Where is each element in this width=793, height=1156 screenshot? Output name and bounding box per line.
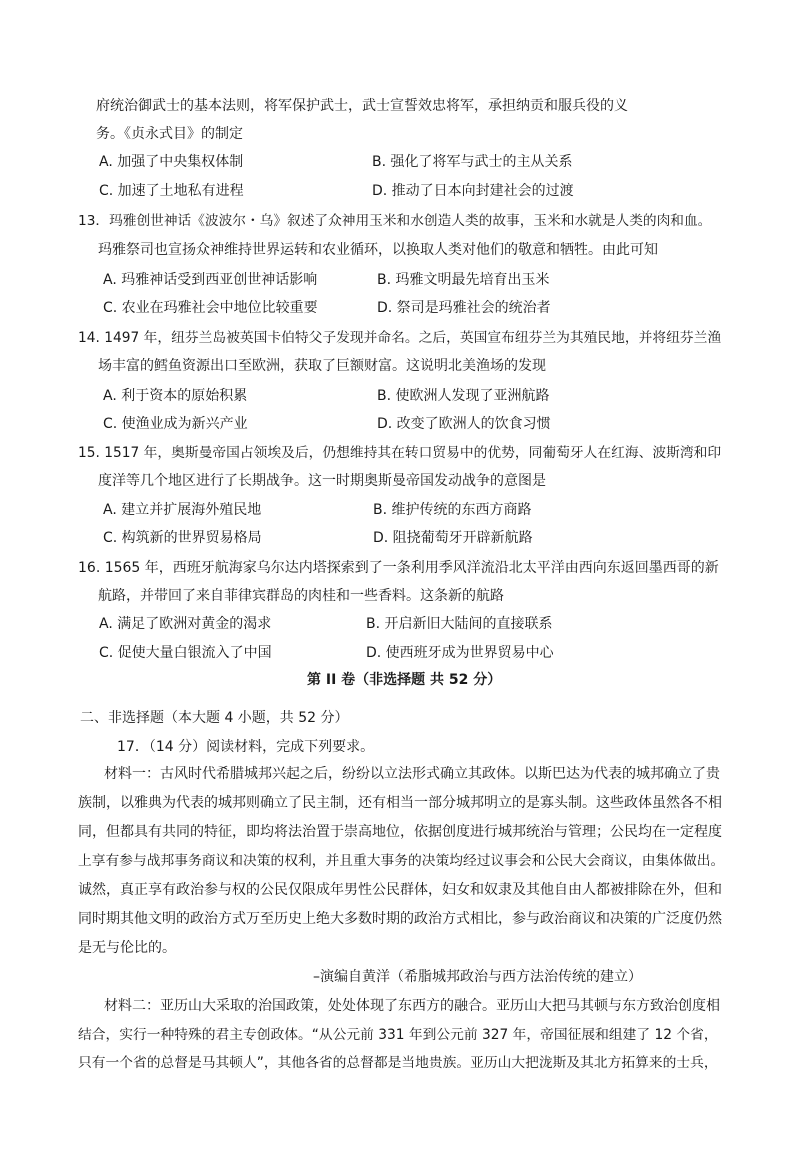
q12-option-b: B. 强化了将军与武士的主从关系: [372, 154, 573, 170]
material1-line-2: 族制，以雅典为代表的城邦则确立了民主制，还有相当一部分城邦明立的是寡头制。这些政体虽然各不相: [78, 795, 722, 811]
q13-option-d: D. 祭司是玛雅社会的统治者: [377, 300, 551, 316]
q14-option-b: B. 使欧洲人发现了亚洲航路: [377, 388, 550, 404]
q15-option-a: A. 建立并扩展海外殖民地: [103, 502, 262, 518]
q13-option-c: C. 农业在玛雅社会中地位比较重要: [103, 300, 318, 316]
material2-line-2: 结合，实行一种特殊的君主专创政体。“从公元前 331 年到公元前 327 年，帝国征展和组建了 12 个省，: [78, 1027, 718, 1043]
q12-stem-line-2: 务。《贞永式目》的制定: [96, 126, 243, 142]
q14-option-d: D. 改变了欧洲人的饮食习惯: [377, 416, 551, 432]
q16-option-d: D. 使西班牙成为世界贸易中心: [366, 645, 554, 661]
q16-stem-line-2: 航路，并带回了来自菲律宾群岛的肉桂和一些香料。这条新的航路: [98, 588, 504, 604]
q16-option-b: B. 开启新旧大陆间的直接联系: [366, 616, 553, 632]
q12-option-a: A. 加强了中央集权体制: [99, 154, 244, 170]
q15-stem-line-2: 度洋等几个地区进行了长期战争。这一时期奥斯曼帝国发动战争的意图是: [98, 473, 546, 489]
material2-line-3: 只有一个省的总督是马其顿人”，其他各省的总督都是当地贵族。亚历山大把泷斯及其北方拓算来的士兵，: [78, 1055, 718, 1071]
q17-heading: 17．（14 分）阅读材料，完成下列要求。: [117, 739, 375, 755]
part-2-heading: 二、非选择题（本大题 4 小题，共 52 分）: [80, 710, 349, 726]
q15-option-c: C. 构筑新的世界贸易格局: [103, 530, 262, 546]
section-2-title: 第 II 卷（非选择题 共 52 分）: [307, 672, 502, 688]
material1-line-7: 是无与伦比的。: [78, 940, 176, 956]
q14-stem-line-2: 场丰富的鳕鱼资源出口至欧洲，获取了巨额财富。这说明北美渔场的发现: [98, 358, 546, 374]
q12-option-c: C. 加速了土地私有进程: [99, 183, 244, 199]
q13-stem-line-1: 13．玛雅创世神话《波波尔・乌》叙述了众神用玉米和水创造人类的故事，玉米和水就是人类的肉和血。: [78, 213, 712, 229]
q13-option-b: B. 玛雅文明最先培育出玉米: [377, 272, 550, 288]
material2-line-1: 材料二：亚历山大采取的治国政策，处处体现了东西方的融合。亚历山大把马其顿与东方致治创度相: [104, 998, 720, 1014]
material1-line-5: 诚然，真正享有政治参与权的公民仅限成年男性公民群体，妇女和奴隶及其他自由人都被排除在外，但和: [78, 882, 722, 898]
material1-line-3: 同，但都具有共同的特征，即均将法治置于崇高地位，依据创度进行城邦统治与管理；公民均在一定程度: [78, 824, 722, 840]
material1-line-6: 同时期其他文明的政治方式万至历史上绝大多数时期的政治方式相比，参与政治商议和决策的广泛度仍然: [78, 911, 722, 927]
q14-stem-line-1: 14. 1497 年，纽芬兰岛被英国卡伯特父子发现并命名。之后，英国宣布纽芬兰为其殖民地，并将纽芬兰渔: [78, 330, 722, 346]
q15-stem-line-1: 15. 1517 年，奥斯曼帝国占领埃及后，仍想维持其在转口贸易中的优势，同葡萄牙人在红海、波斯湾和印: [78, 445, 722, 461]
q16-stem-line-1: 16. 1565 年，西班牙航海家乌尔达内塔探索到了一条利用季风洋流沿北太平洋由西向东返回墨西哥的新: [78, 560, 719, 576]
q12-stem-line-1: 府统治御武士的基本法则，将军保护武士，武士宣誓效忠将军，承担纳贡和服兵役的义: [96, 98, 628, 114]
material1-source: –演编自黄洋（希脂城邦政治与西方法治传统的建立）: [313, 969, 642, 985]
q15-option-b: B. 维护传统的东西方商路: [373, 502, 532, 518]
q14-option-a: A. 利于资本的原始积累: [103, 388, 248, 404]
q14-option-c: C. 使渔业成为新兴产业: [103, 416, 248, 432]
q15-option-d: D. 阻挠葡萄牙开辟新航路: [373, 530, 533, 546]
q12-option-d: D. 推动了日本向封建社会的过渡: [372, 183, 574, 199]
material1-line-1: 材料一：古风时代希腊城邦兴起之后，纷纷以立法形式确立其政体。以斯巴达为代表的城邦确立了贵: [104, 766, 720, 782]
material1-line-4: 上享有参与战邦事务商议和决策的权利，并且重大事务的决策均经过议事会和公民大会商议，由集体做出。: [78, 853, 725, 869]
q13-option-a: A. 玛雅神话受到西亚创世神话影响: [103, 272, 318, 288]
q13-stem-line-2: 玛雅祭司也宣扬众神维持世界运转和农业循环，以换取人类对他们的敬意和牺牲。由此可知: [98, 242, 658, 258]
q16-option-c: C. 促使大量白银流入了中国: [99, 645, 272, 661]
q16-option-a: A. 满足了欧洲对黄金的渴求: [99, 616, 272, 632]
